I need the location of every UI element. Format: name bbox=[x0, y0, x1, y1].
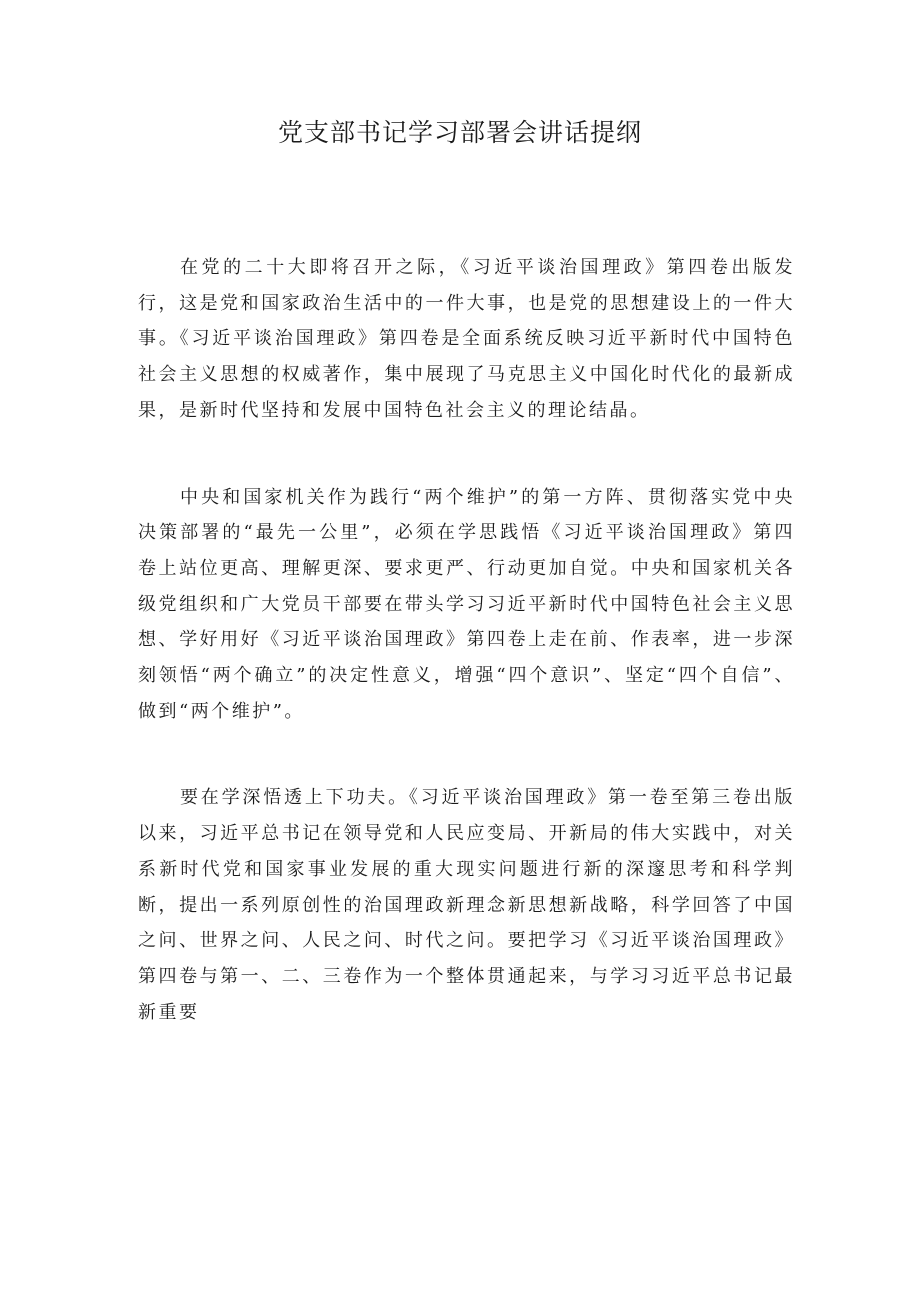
document-title: 党支部书记学习部署会讲话提纲 bbox=[277, 118, 642, 147]
paragraph-1: 在党的二十大即将召开之际，《习近平谈治国理政》第四卷出版发行，这是党和国家政治生活中的一件大事，也是党的思想建设上的一件大事。《习近平谈治国理政》第四卷是全面系统反映习近平新时代中国特色社会主义思想的权威著作，集中展现了马克思主义中国化时代化的最新成果，是新时代坚持和发展中国特色社会主义的理论结晶。 bbox=[138, 257, 795, 421]
paragraph-2: 中央和国家机关作为践行“两个维护”的第一方阵、贯彻落实党中央决策部署的“最先一公里”，必须在学思践悟《习近平谈治国理政》第四卷上站位更高、理解更深、要求更严、行动更加自觉。中央和国家机关各级党组织和广大党员干部要在带头学习习近平新时代中国特色社会主义思想、学好用好《习近平谈治国理政》第四卷上走在前、作表率，进一步深刻领悟“两个确立”的决定性意义，增强“四个意识”、坚定“四个自信”、做到“两个维护”。 bbox=[138, 486, 795, 722]
document-body bbox=[138, 250, 795, 1030]
paragraph-3: 要在学深悟透上下功夫。《习近平谈治国理政》第一卷至第三卷出版以来，习近平总书记在领导党和人民应变局、开新局的伟大实践中，对关系新时代党和国家事业发展的重大现实问题进行新的深邃思考和科学判断，提出一系列原创性的治国理政新理念新思想新战略，科学回答了中国之问、世界之问、人民之问、时代之问。要把学习《习近平谈治国理政》第四卷与第一、二、三卷作为一个整体贯通起来，与学习习近平总书记最新重要 bbox=[138, 787, 795, 1023]
